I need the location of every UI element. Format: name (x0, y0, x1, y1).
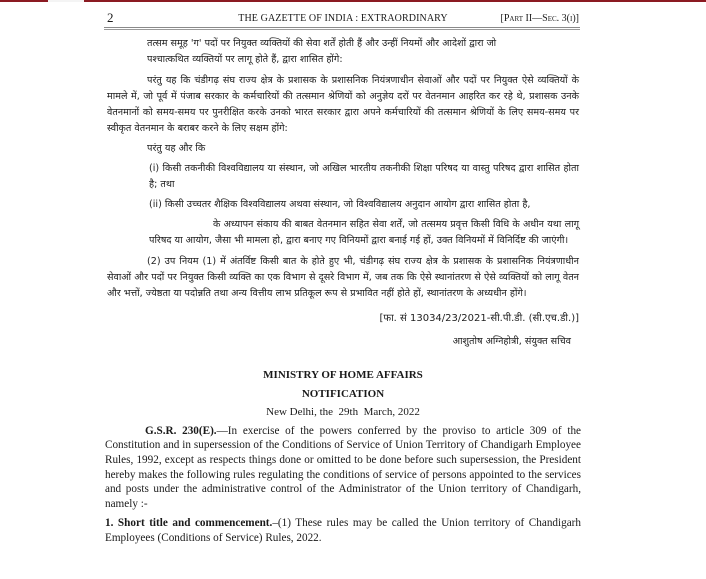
active-tab-indicator (48, 0, 84, 2)
file-number: [फा. सं 13034/23/2021-सी.पी.डी. (सी.एच.डी.)] (379, 313, 579, 324)
rule-1-text: –(1) These rules may be called the Union territory of Chandigarh Employees (Conditions of Service) Rules, 2022. (105, 517, 582, 544)
rule-1-paragraph (105, 516, 581, 545)
hindi-teaching-faculty (107, 217, 579, 249)
date-line-block (107, 405, 579, 420)
hindi-subrule-2 (107, 254, 579, 302)
running-head (107, 10, 579, 26)
hindi-text: परंतु यह और कि (147, 143, 206, 154)
hindi-text: (2) उप नियम (1) में अंतर्विष्ट किसी बात के होते हुए भी, चंडीगढ़ संघ राज्य क्षेत्र के प्रशासक के प्रशासनिक नियंत्रणाधीन सेवाओं और पदों पर नियुक्त किसी व्यक्ति का एक विभाग से दूसरे विभाग में, जब तक कि ऐसे स्थानांतरण से ऐसे व्यक्तियों को लागू वेतन और भत्तों, ज्येष्ठता या पदोन्नति तथा अन्य वित्तीय लाभ प्रतिकूल रूप से प्रभावित नहीं होते हों, स्थानांतरण के अध्यधीन होंगे। (107, 256, 579, 299)
hindi-item-i (107, 161, 579, 193)
hindi-text: पश्चात्कथित व्यक्तियों पर लागू होते हैं, द्वारा शासित होंगे: (147, 54, 343, 65)
gsr-number: G.S.R. 230(E). (145, 424, 217, 437)
gsr-paragraph (105, 424, 581, 512)
signatory-name: आशुतोष अग्निहोत्री, संयुक्त सचिव (452, 336, 571, 347)
hindi-text: के अध्यापन संकाय की बाबत वेतनमान सहित सेवा शर्तें, जो तत्समय प्रवृत्त किसी विधि के अधीन यथा लागू परिषद या आयोग, जैसा भी मामला हो, द्वारा बनाए गए विनियमों द्वारा बनाई गई हों, उक्त विनियमों में विनिर्दिष्ट की जाएंगी। (149, 219, 579, 246)
hindi-text: तत्सम समूह 'ग' पदों पर नियुक्त व्यक्तियों की सेवा शर्तें होती हैं और उन्हीं नियमों और आदेशों द्वारा जो (147, 38, 497, 49)
hindi-proviso-2 (107, 141, 579, 157)
rule-1-heading: 1. Short title and commencement. (105, 517, 273, 530)
gazette-page (105, 0, 582, 546)
date-line: New Delhi, the 29th March, 2022 (266, 406, 420, 419)
ministry-heading: MINISTRY OF HOME AFFAIRS (263, 369, 423, 381)
hindi-proviso-1 (107, 73, 579, 137)
hindi-text: (i) किसी तकनीकी विश्वविद्यालय या संस्थान, जो अखिल भारतीय तकनीकी शिक्षा परिषद या वास्तु परिषद द्वारा शासित होता है; तथा (149, 163, 579, 190)
hindi-para-continued (107, 36, 579, 68)
hindi-text: (ii) किसी उच्चतर शैक्षिक विश्वविद्यालय अथवा संस्थान, जो विश्वविद्यालय अनुदान आयोग द्वारा शासित होता है, (149, 199, 531, 210)
part-section: [Part II—Sec. 3(i)] (500, 13, 579, 24)
page-number: 2 (107, 10, 114, 25)
file-reference (107, 308, 579, 327)
gsr-text: —In exercise of the powers conferred by the proviso to article 309 of the Constitution and in supersession of the Conditions of Service of Union Territory of Chandigarh Employee Rules, 1992, except as respects things done or omitted to be done before such supersession, the President hereby makes the following rules regulating the conditions of service of persons appointed to the services and posts under the administrative control of the Administrator of the Union territory of Chandigarh, namely :- (105, 424, 582, 510)
ministry-heading-block (107, 368, 579, 383)
signatory-block (107, 331, 579, 350)
gazette-title: THE GAZETTE OF INDIA : EXTRAORDINARY (238, 13, 448, 24)
notification-heading: NOTIFICATION (301, 387, 385, 400)
hindi-item-ii (107, 197, 579, 213)
hindi-text: परंतु यह कि चंडीगढ़ संघ राज्य क्षेत्र के प्रशासक के प्रशासनिक नियंत्रणाधीन सेवाओं और पदों पर नियुक्त ऐसे व्यक्तियों के मामले में, जो पूर्व में पंजाब सरकार के कर्मचारियों की तत्समान श्रेणियों को अनुज्ञेय दरों पर वेतनमान आहरित कर रहे थे, प्रशासक उनके वेतनमानों को समय-समय पर पुनरीक्षित करके उनको भारत सरकार द्वारा अपने कर्मचारियों की तत्समान श्रेणियों के लिए समय-समय पर स्वीकृत वेतनमान के बराबर करने के लिए सक्षम होंगे: (107, 75, 579, 134)
header-double-rule (104, 27, 580, 30)
notification-heading-block (107, 387, 579, 402)
